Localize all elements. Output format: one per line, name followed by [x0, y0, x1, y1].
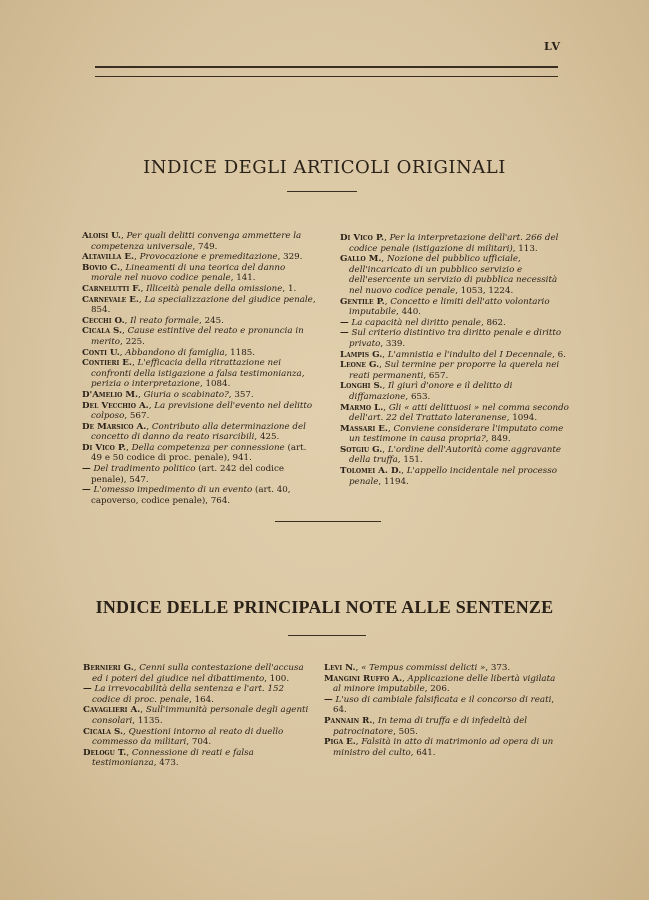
entry-author: Cicala S. [83, 726, 124, 737]
entry-title: Contributo alla determinazione del concetto di danno da reato risarcibili [91, 421, 306, 443]
entry-author: Leone G. [340, 360, 380, 371]
index-entry: Di Vico P., Per la interpretazione dell'art. 266 del codice penale (istigazione di militari), 113. [340, 233, 559, 254]
entry-author: Cavaglieri A. [83, 705, 141, 716]
entry-title: Sull'immunità personale degli agenti consolari [92, 705, 309, 726]
entry-page-ref: 653. [410, 391, 431, 402]
index-entry: Carnevale E., La specializzazione del giudice penale, 854. [82, 294, 316, 316]
entry-page-ref: 373. [490, 663, 511, 673]
entry-title: Il reato formale [130, 315, 200, 326]
entry-author: Piga E. [324, 737, 356, 748]
entry-author: Carnelutti F. [82, 283, 141, 294]
index-entry: — La irrevocabilità della sentenza e l'art. 152 codice di proc. penale, 164. [83, 684, 285, 705]
section-title-articoli: INDICE DEGLI ARTICOLI ORIGINALI [143, 157, 506, 178]
entry-author: Massari E. [340, 423, 388, 434]
entry-author: Gallo M. [340, 254, 382, 265]
entry-title: L'ordine dell'Autorità come aggravante della truffa [349, 444, 561, 466]
entry-author: Marmo L. [340, 402, 384, 413]
entry-author: Mangini Ruffo A. [324, 673, 402, 684]
entry-author: — [324, 694, 333, 705]
note-column-left [83, 663, 311, 769]
index-entry: Marmo L., Gli « atti delittuosi » nel comma secondo dell'art. 22 del Trattato lateranense, 1094. [340, 402, 569, 424]
entry-page-ref: 1053, 1224. [460, 285, 514, 296]
entry-title: Sul termine per proporre la querela nei reati permanenti [349, 360, 560, 381]
entry-author: — [82, 485, 91, 496]
articoli-column-right [340, 233, 570, 487]
entry-title: Cenni sulla contestazione dell'accusa ed i poteri del giudice nel dibattimento [92, 663, 304, 684]
note-column-right [324, 663, 556, 758]
index-entry: — Sul criterio distintivo tra diritto penale e diritto privato, 339. [340, 328, 562, 349]
index-entry: Di Vico P., Della competenza per connessione (art. 49 e 50 codice di proc. penale), 941. [82, 442, 307, 464]
index-entry: Massari E., Conviene considerare l'imputato come un testimone in causa propria?, 849. [340, 423, 564, 445]
index-entry: Cicala S., Cause estintive del reato e pronuncia in merito, 225. [82, 326, 304, 347]
index-entry: Altavilla E., Provocazione e premeditazione, 329. [82, 252, 303, 263]
entry-title: Conviene considerare l'imputato come un testimone in causa propria? [349, 423, 564, 445]
entry-author: Delogu T. [83, 747, 127, 758]
index-entry: Longhi S., Il giurì d'onore e il delitto di diffamazione, 653. [340, 381, 513, 402]
entry-author: Bernieri G. [83, 663, 134, 673]
entry-author: Sotgiu G. [340, 444, 383, 455]
index-entry: Leone G., Sul termine per proporre la querela nei reati permanenti, 657. [340, 360, 560, 381]
entry-page-ref: 1. [287, 283, 297, 294]
index-entry: Lampis G., L'amnistia e l'indulto del I Decennale, 6. [340, 349, 566, 360]
entry-page-ref: 849. [491, 434, 511, 445]
entry-author: Conti U. [82, 347, 120, 358]
section-divider [275, 521, 381, 522]
index-entry: Cicala S., Questioni intorno al reato di duello commesso da militari, 704. [83, 726, 284, 748]
entry-title: La capacità nel diritto penale [351, 317, 481, 328]
entry-author: — [82, 464, 91, 475]
entry-page-ref: 206. [430, 684, 450, 695]
index-entry: Aloisi U., Per quali delitti convenga ammettere la competenza universale, 749. [82, 231, 302, 252]
entry-page-ref: 641. [416, 747, 436, 758]
entry-title: L'amnistia e l'indulto del I Decennale [387, 349, 553, 360]
entry-page-ref: 64. [333, 705, 347, 716]
entry-title: Concetto e limiti dell'atto volontario imputabile [349, 296, 550, 318]
entry-page-ref: 473. [159, 758, 179, 769]
entry-page-ref: 1094. [512, 413, 538, 424]
entry-title: La previsione dell'evento nel delitto colposo [91, 400, 313, 422]
entry-title: Connessione di reati e falsa testimonianza [92, 747, 254, 769]
entry-page-ref: (art. 242 del codice penale), 547. [91, 464, 284, 485]
entry-title: L'omesso impedimento di un evento [93, 485, 253, 496]
index-entry: Delogu T., Connessione di reati e falsa testimonianza, 473. [83, 747, 254, 769]
entry-page-ref: 329. [283, 252, 303, 263]
index-entry: — La capacità nel diritto penale, 862. [340, 317, 506, 328]
entry-page-ref: 1185. [230, 347, 256, 358]
entry-author: Di Vico P. [340, 233, 385, 243]
entry-page-ref: 1084. [205, 379, 231, 390]
entry-page-ref: (art. 49 e 50 codice di proc. penale), 941. [91, 442, 307, 464]
entry-title: L'efficacia della ritrattazione nei confronti della istigazione a falsa testimonianza, perizia o interpretazione [91, 358, 305, 390]
entry-title: L'uso di cambiale falsificata e il concorso di reati [335, 694, 552, 705]
entry-author: — [340, 328, 349, 339]
entry-title: Falsità in atto di matrimonio ad opera di un ministro del culto [333, 737, 554, 758]
index-entry: Pannain R., In tema di truffa e di infedeltà del patrocinatore, 505. [324, 715, 528, 737]
entry-author: De Marsico A. [82, 421, 147, 432]
index-entry: Del Vecchio A., La previsione dell'evento nel delitto colposo, 567. [82, 400, 313, 422]
entry-author: Gentile P. [340, 296, 385, 307]
entry-title: Provocazione e premeditazione [139, 252, 278, 263]
entry-title: Cause estintive del reato e pronuncia in merito [91, 326, 304, 347]
index-entry: — L'uso di cambiale falsificata e il concorso di reati, 64. [324, 694, 555, 716]
entry-page-ref: 164. [194, 694, 214, 705]
entry-title: Questioni intorno al reato di duello commesso da militari [92, 726, 284, 748]
entry-page-ref: 339. [385, 338, 406, 349]
index-entry: Gentile P., Concetto e limiti dell'atto volontario imputabile, 440. [340, 296, 550, 318]
entry-page-ref: 6. [557, 349, 566, 360]
entry-title: Nozione del pubblico ufficiale, dell'incaricato di un pubblico servizio e dell'esercente un servizio di pubblica necessità nel nuovo codice penale [349, 254, 558, 296]
entry-author: Longhi S. [340, 381, 383, 392]
index-entry: Contieri E., L'efficacia della ritrattazione nei confronti della istigazione a falsa testimonianza, perizia o interpretazione, 1084. [82, 358, 305, 390]
entry-page-ref: (art. 40, capoverso, codice penale), 764. [91, 485, 291, 506]
entry-author: Di Vico P. [82, 442, 127, 453]
entry-page-ref: 141. [236, 273, 256, 284]
index-entry: Bernieri G., Cenni sulla contestazione dell'accusa ed i poteri del giudice nel dibattimento, 100. [83, 663, 304, 684]
entry-page-ref: 440. [401, 307, 421, 318]
entry-page-ref: 1194. [383, 476, 409, 487]
entry-author: Lampis G. [340, 349, 383, 360]
index-entry [82, 485, 318, 506]
entry-author: Del Vecchio A. [82, 400, 149, 411]
entry-page-ref: 100. [269, 673, 290, 684]
entry-author: Levi N. [324, 663, 356, 673]
index-entry: Sotgiu G., L'ordine dell'Autorità come aggravante della truffa, 151. [340, 444, 561, 466]
section-title-note: INDICE DELLE PRINCIPALI NOTE ALLE SENTENZE [95, 597, 554, 617]
title2-underline [288, 635, 366, 636]
entry-author: D'Amelio M. [82, 389, 139, 400]
entry-author: Altavilla E. [82, 252, 135, 263]
entry-author: Pannain R. [324, 715, 373, 726]
index-entry: Mangini Ruffo A., Applicazione delle libertà vigilata al minore imputabile, 206. [324, 673, 556, 695]
entry-title: « Tempus commissi delicti » [361, 663, 486, 673]
entry-page-ref: 225. [125, 336, 145, 347]
entry-author: Bovio C. [82, 262, 120, 273]
entry-page-ref: 862. [486, 317, 506, 328]
index-entry: Carnelutti F., Illiceità penale della omissione, 1. [82, 283, 297, 294]
index-entry: De Marsico A., Contributo alla determinazione del concetto di danno da reato risarcibili, 425. [82, 421, 306, 443]
entry-author: Cecchi O. [82, 315, 125, 326]
entry-page-ref: 749. [198, 241, 218, 252]
entry-title: Applicazione delle libertà vigilata al minore imputabile [333, 673, 556, 695]
entry-title: Il giurì d'onore e il delitto di diffamazione [349, 381, 513, 402]
index-entry: Tolomei A. D., L'appello incidentale nel processo penale, 1194. [340, 466, 557, 487]
entry-page-ref: 567. [129, 411, 150, 422]
entry-author: — [83, 684, 92, 695]
entry-author: Aloisi U. [82, 231, 121, 241]
index-entry: Piga E., Falsità in atto di matrimonio ad opera di un ministro del culto, 641. [324, 737, 554, 758]
entry-page-ref: 425. [259, 432, 280, 443]
index-entry: Conti U., Abbandono di famiglia, 1185. [82, 347, 256, 358]
entry-title: Abbandono di famiglia [125, 347, 225, 358]
index-entry: Cavaglieri A., Sull'immunità personale degli agenti consolari, 1135. [83, 705, 309, 726]
index-entry: Cecchi O., Il reato formale, 245. [82, 315, 224, 326]
index-entry: Levi N., « Tempus commissi delicti », 373. [324, 663, 511, 673]
entry-page-ref: 657. [428, 370, 449, 381]
entry-author: — [340, 317, 349, 328]
entry-page-ref: 245. [204, 315, 224, 326]
entry-title: Del tradimento politico [93, 464, 196, 475]
entry-title: Giuria o scabinato? [143, 389, 229, 400]
page-number: LV [544, 40, 561, 53]
entry-author: Contieri E. [82, 358, 132, 369]
entry-page-ref: 151. [403, 455, 423, 466]
title-underline [287, 191, 357, 192]
entry-page-ref: 505. [398, 726, 418, 737]
entry-title: Gli « atti delittuosi » nel comma secondo dell'art. 22 del Trattato lateranense [349, 402, 569, 424]
entry-page-ref: 357. [234, 389, 254, 400]
entry-title: In tema di truffa e di infedeltà del patrocinatore [333, 715, 528, 737]
entry-title: La irrevocabilità della sentenza e l'art. 152 codice di proc. penale [92, 684, 285, 705]
entry-author: Tolomei A. D. [340, 466, 402, 477]
index-entry: D'Amelio M., Giuria o scabinato?, 357. [82, 389, 254, 400]
entry-page-ref: 113. [518, 243, 538, 254]
entry-title: Per la interpretazione dell'art. 266 del codice penale (istigazione di militari) [349, 233, 559, 254]
index-entry: Bovio C., Lineamenti di una teorica del danno morale nel nuovo codice penale, 141. [82, 262, 286, 284]
top-double-rule [95, 66, 558, 77]
entry-title: Della competenza per connessione [131, 442, 285, 453]
index-entry [82, 464, 318, 485]
entry-title: Lineamenti di una teorica del danno morale nel nuovo codice penale [91, 262, 286, 284]
entry-page-ref: 1135. [137, 715, 163, 726]
articoli-column-left [82, 231, 318, 506]
entry-author: Carnevale E. [82, 294, 139, 305]
entry-page-ref: 854. [91, 305, 111, 316]
entry-title: Sul criterio distintivo tra diritto penale e diritto privato [349, 328, 562, 349]
entry-title: Per quali delitti convenga ammettere la competenza universale [91, 231, 302, 252]
entry-title: La specializzazione del giudice penale [144, 294, 313, 305]
entry-page-ref: 704. [191, 737, 212, 748]
entry-author: Cicala S. [82, 326, 123, 337]
index-entry: Gallo M., Nozione del pubblico ufficiale, dell'incaricato di un pubblico servizio e dell'esercente un servizio di pubblica necessità nel nuovo codice penale, 1053, 1224. [340, 254, 558, 296]
entry-title: L'appello incidentale nel processo penale [349, 466, 557, 487]
entry-title: Illiceità penale della omissione [146, 283, 283, 294]
